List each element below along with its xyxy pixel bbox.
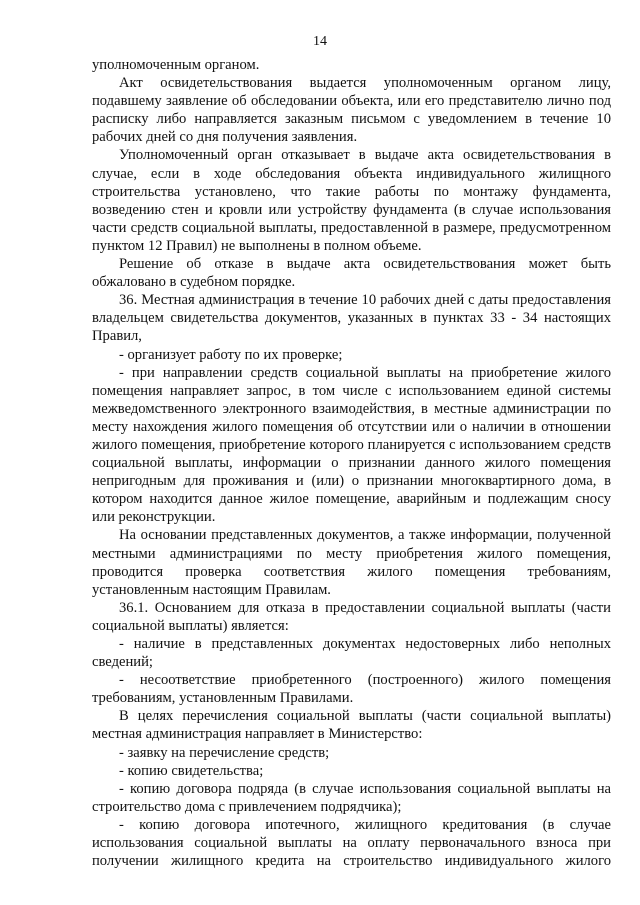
list-item-nonconformity: - несоответствие приобретенного (построенного) жилого помещения требованиям, установленным Правилами. (92, 672, 611, 707)
list-item-send-request: - при направлении средств социальной выплаты на приобретение жилого помещения направляет запрос, в том числе с использованием единой системы межведомственного электронного взаимодействия, в местные администрации по месту нахождения жилого помещения об отсутствии или о наличии в отношении жилого помещения, приобретение которого планируется с использованием средств социальной выплаты, информации о признании данного жилого помещения непригодным для проживания и (или) о признании многоквартирного дома, в котором находится данное жилое помещение, аварийным и подлежащим сносу или реконструкции. (92, 364, 611, 526)
list-item-mortgage-copy: - копию договора ипотечного, жилищного кредитования (в случае использования социальной выплаты на оплату первоначального взноса при получении жилищного кредита на строительство индивидуального жилого (92, 816, 611, 870)
paragraph-verification: На основании представленных документов, а также информации, полученной местными администрациями по месту приобретения жилого помещения, проводится проверка соответствия жилого помещения требованиям, установленным настоящим Правилам. (92, 527, 611, 598)
list-item-certificate-copy: - копию свидетельства; (119, 762, 264, 779)
list-item-unreliable-docs: - наличие в представленных документах недостоверных либо неполных сведений; (92, 636, 611, 671)
paragraph-refusal-conditions: Уполномоченный орган отказывает в выдаче акта освидетельствования в случае, если в ходе обследования объекта индивидуального жилищного строительства установлено, что такие работы по монтажу фундамента, возведению стен и кровли или устройству фундамента (в случае использования части средств социальной выплаты, предоставленной в размере, предусмотренном пунктом 12 Правил) не выполнены в полном объеме. (92, 147, 611, 254)
list-item-transfer-request: - заявку на перечисление средств; (119, 744, 330, 761)
document-body (92, 56, 611, 870)
paragraph-act-issuance: Акт освидетельствования выдается уполномоченным органом лицу, подавшему заявление об обследовании объекта, или его представителю лично под расписку либо направляется заказным письмом с уведомлением в течение 10 рабочих дней со дня получения заявления. (92, 75, 611, 146)
list-item-contract-copy: - копию договора подряда (в случае использования социальной выплаты на строительство дома с привлечением подрядчика); (92, 780, 611, 815)
page-number: 14 (313, 34, 327, 49)
paragraph-continuation: уполномоченным органом. (92, 57, 260, 73)
paragraph-appeal: Решение об отказе в выдаче акта освидетельствования может быть обжаловано в судебном порядке. (92, 256, 611, 291)
paragraph-transfer-purpose: В целях перечисления социальной выплаты (части социальной выплаты) местная администрация направляет в Министерство: (92, 708, 611, 743)
paragraph-item-36-1: 36.1. Основанием для отказа в предоставлении социальной выплаты (части социальной выплаты) является: (92, 599, 611, 634)
paragraph-item-36: 36. Местная администрация в течение 10 рабочих дней с даты предоставления владельцем свидетельства документов, указанных в пунктах 33 - 34 настоящих Правил, (92, 292, 611, 345)
list-item-organize-check: - организует работу по их проверке; (119, 346, 343, 363)
